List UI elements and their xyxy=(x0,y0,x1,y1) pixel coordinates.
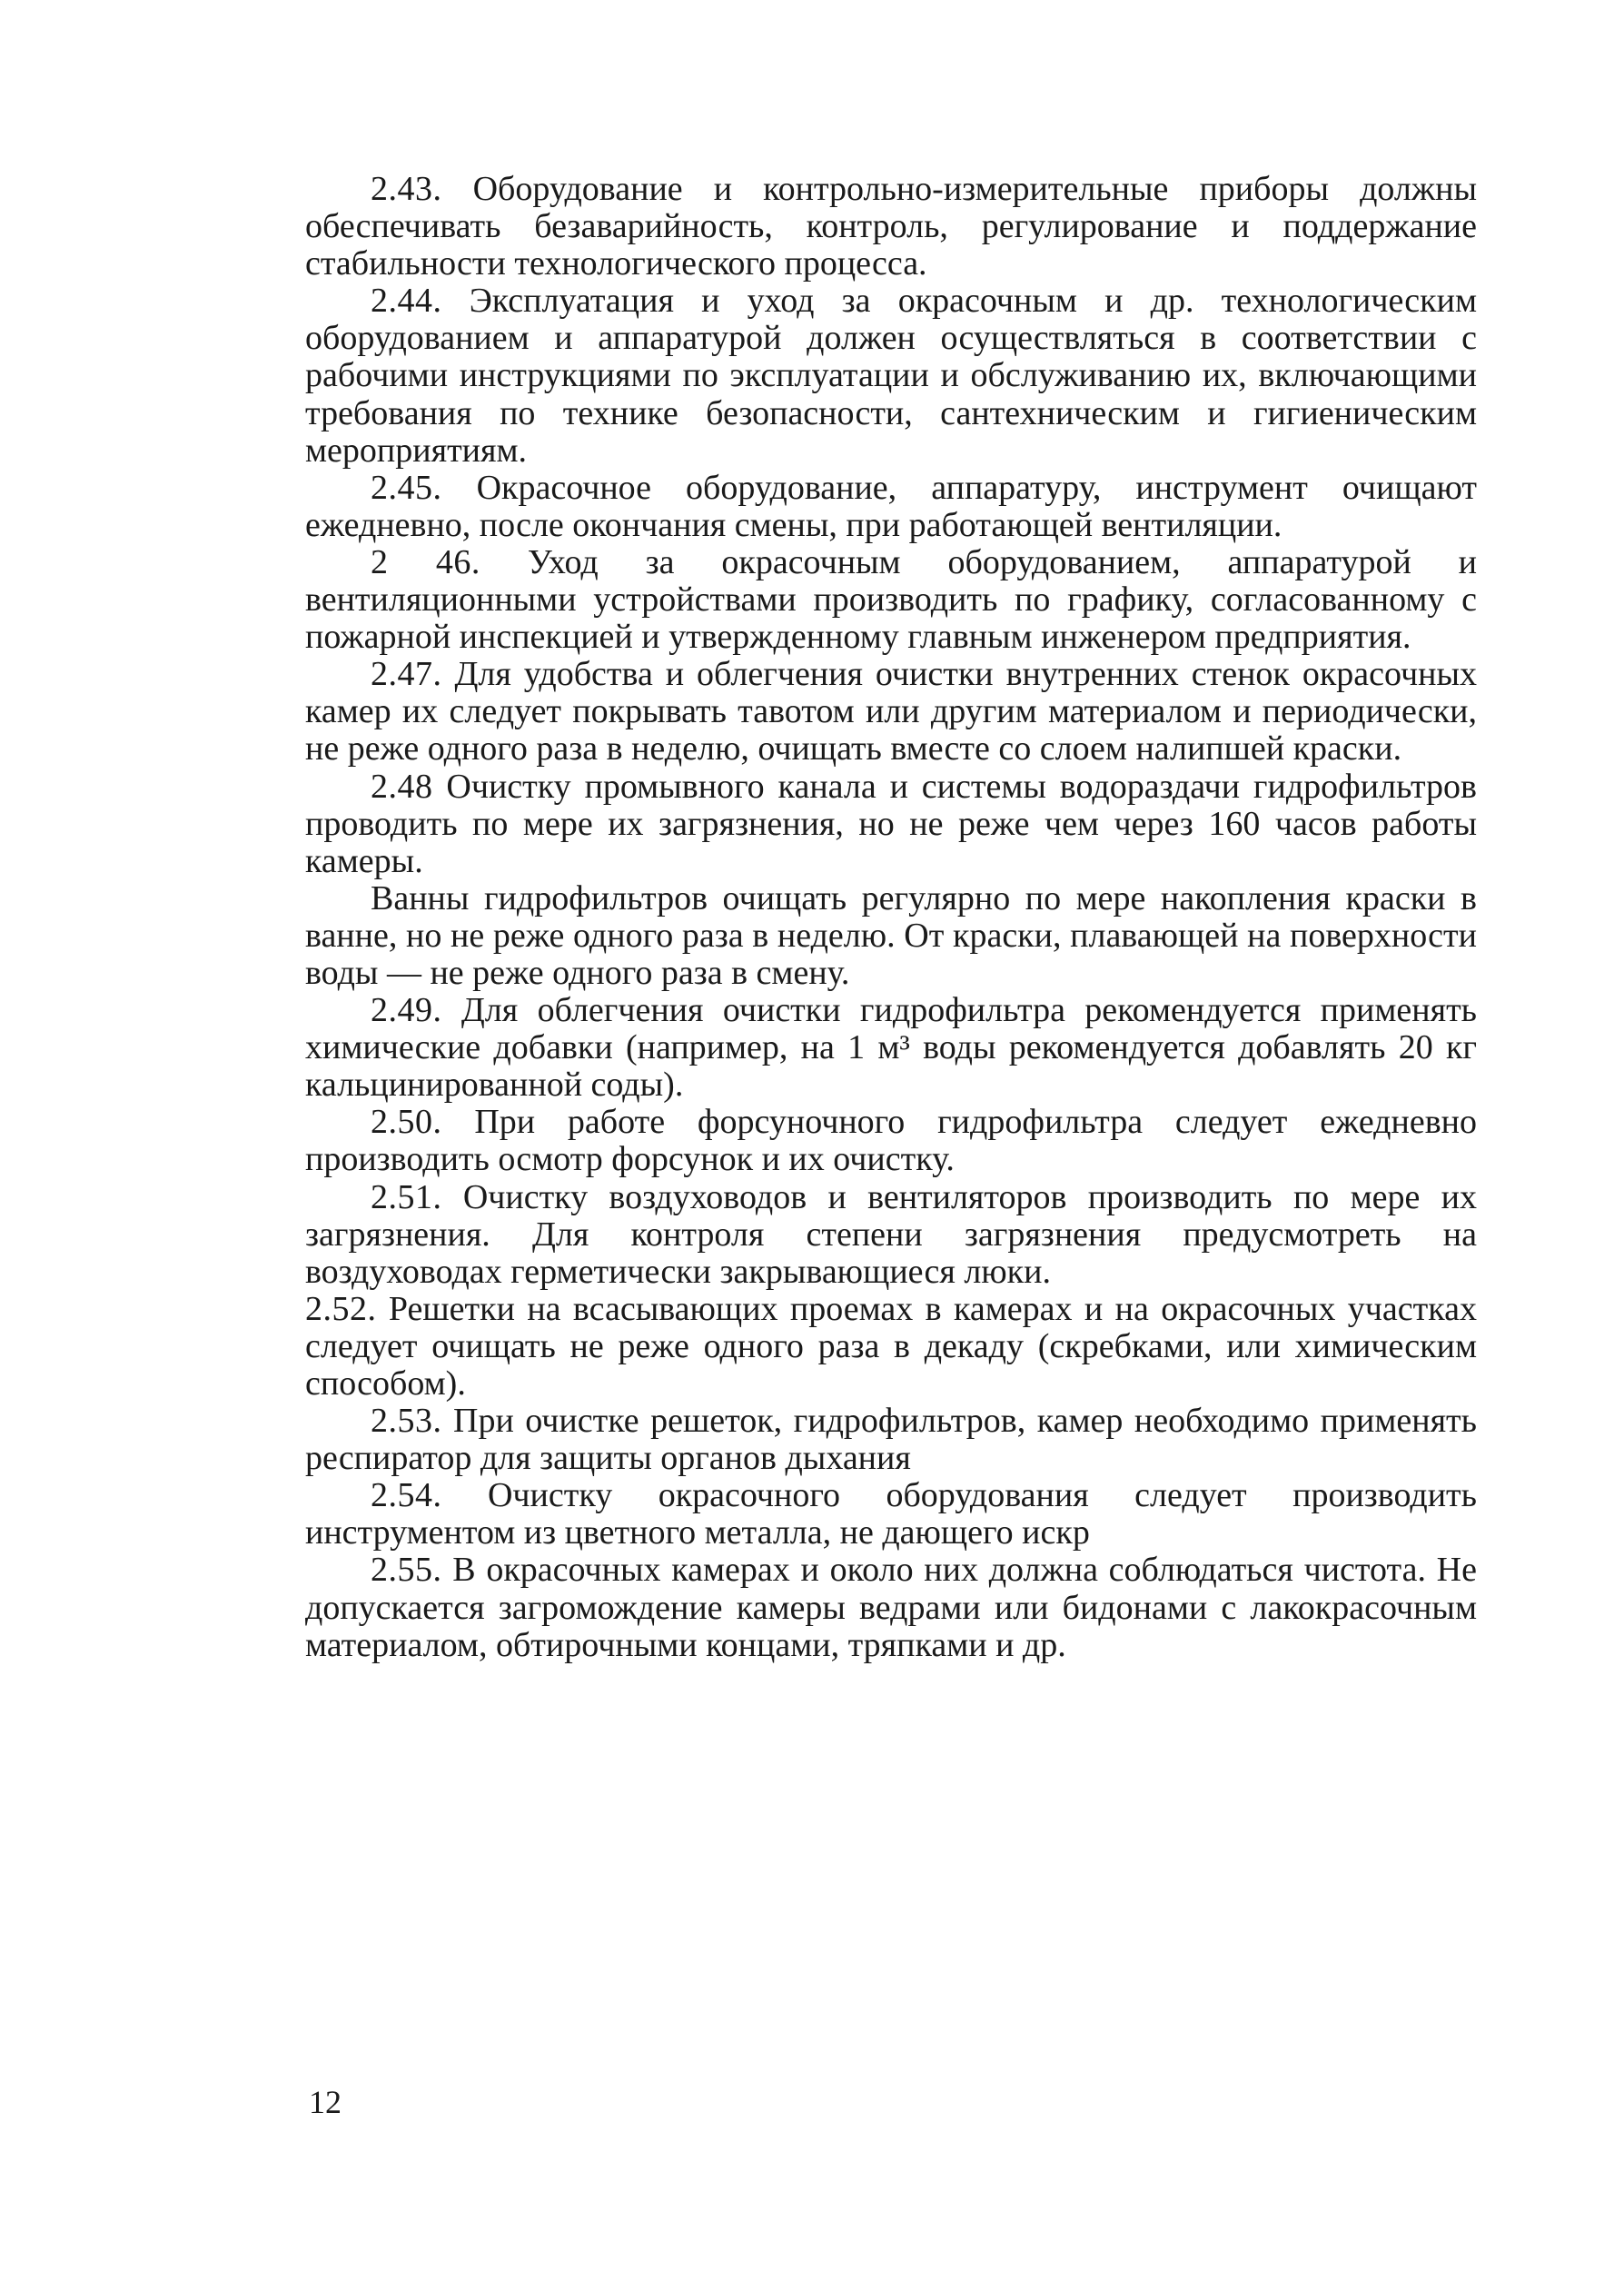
paragraph-number: 2.44. xyxy=(371,282,442,321)
paragraph-number: 2.49. xyxy=(371,991,442,1030)
paragraph-number: 2.43. xyxy=(371,170,442,208)
paragraph-text: Решетки на всасывающих проемах в камерах и на окрасочных участках следует очищать не реже одного раза в декаду (скребками, или химическим способом). xyxy=(305,1289,1477,1403)
paragraph-text: Окрасочное оборудование, аппаратуру, инструмент очищают ежедневно, после окончания смены, при работающей вентиляции. xyxy=(305,468,1477,544)
paragraph-text: Уход за окрасочным оборудованием, аппаратурой и вентиляционными устройствами производить по графику, согласованному с пожарной инспекцией и утвержденному главным инженером предприятия. xyxy=(305,542,1478,657)
paragraph-2-46 xyxy=(305,544,1477,656)
paragraph-text: При работе форсуночного гидрофильтра следует ежедневно производить осмотр форсунок и их очистку. xyxy=(305,1103,1477,1179)
paragraph-2-54 xyxy=(305,1477,1477,1552)
paragraph-text: Оборудование и контрольно-измерительные приборы должны обеспечивать безаварийность, контроль, регулирование и поддержание стабильности технологического процесса. xyxy=(305,170,1477,283)
paragraph-text: Ванны гидрофильтров очищать регулярно по мере накопления краски в ванне, но не реже одного раза в неделю. От краски, плавающей на поверхности воды — не реже одного раза в смену. xyxy=(305,878,1477,992)
paragraph-2-48-continued xyxy=(305,880,1477,992)
paragraph-2-55 xyxy=(305,1552,1477,1663)
paragraph-2-51 xyxy=(305,1179,1477,1291)
paragraph-number: 2.47. xyxy=(371,655,442,694)
body-text xyxy=(305,171,1477,1664)
paragraph-text: Для удобства и облегчения очистки внутренних стенок окрасочных камер их следует покрывать тавотом или другим материалом и периодически, не реже одного раза в неделю, очищать вместе со слоем налипшей краски. xyxy=(305,655,1478,769)
paragraph-text: Очистку воздуховодов и вентиляторов производить по мере их загрязнения. Для контроля степени загрязнения предусмотреть на воздуховодах герметически закрывающиеся люки. xyxy=(305,1177,1478,1291)
paragraph-text: При очистке решеток, гидрофильтров, камер необходимо применять респиратор для защиты органов дыхания xyxy=(305,1402,1477,1478)
paragraph-text: Очистку промывного канала и системы водораздачи гидрофильтров проводить по мере их загрязнения, но не реже чем через 160 часов работы камеры. xyxy=(305,767,1477,880)
paragraph-2-52 xyxy=(305,1291,1477,1403)
paragraph-text: Очистку окрасочного оборудования следует производить инструментом из цветного металла, не дающего искр xyxy=(305,1476,1477,1552)
paragraph-number: 2.45. xyxy=(371,468,442,507)
paragraph-2-44 xyxy=(305,283,1477,469)
paragraph-number: 2.53. xyxy=(371,1402,442,1441)
paragraph-number: 2.48 xyxy=(371,767,433,806)
paragraph-text: Для облегчения очистки гидрофильтра рекомендуется применять химические добавки (например, на 1 м³ воды рекомендуется добавлять 20 кг кальцинированной соды). xyxy=(305,991,1478,1105)
paragraph-2-48 xyxy=(305,769,1477,880)
paragraph-number: 2.54. xyxy=(371,1476,442,1515)
page-number: 12 xyxy=(309,2084,342,2120)
paragraph-2-53 xyxy=(305,1403,1477,1477)
paragraph-2-50 xyxy=(305,1104,1477,1178)
paragraph-number: 2.50. xyxy=(371,1103,442,1142)
paragraph-2-49 xyxy=(305,992,1477,1104)
paragraph-2-45 xyxy=(305,470,1477,544)
paragraph-2-47 xyxy=(305,656,1477,768)
paragraph-number: 2.51. xyxy=(371,1177,442,1216)
paragraph-text: Эксплуатация и уход за окрасочным и др. технологическим оборудованием и аппаратурой должен осуществляться в соответствии с рабочими инструкциями по эксплуатации и обслуживанию их, включающими требования по технике безопасности, сантехническим и гигиеническим мероприятиям. xyxy=(305,282,1478,470)
paragraph-number: 2 46. xyxy=(371,542,480,581)
paragraph-number: 2.52. xyxy=(305,1289,377,1328)
paragraph-2-43 xyxy=(305,171,1477,283)
paragraph-number: 2.55. xyxy=(371,1551,442,1590)
paragraph-text: В окрасочных камерах и около них должна соблюдаться чистота. Не допускается загромождение камеры ведрами или бидонами с лакокрасочным материалом, обтирочными концами, тряпками и др. xyxy=(305,1551,1477,1664)
